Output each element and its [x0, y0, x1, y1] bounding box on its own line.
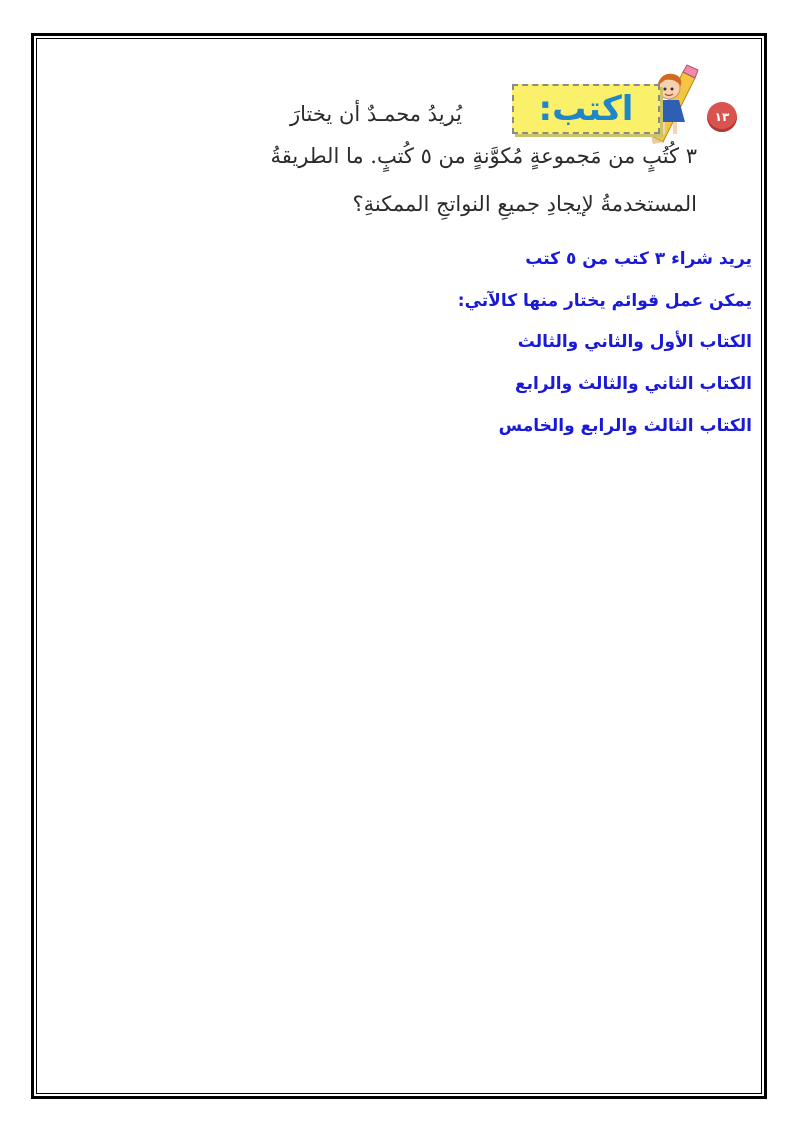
question-line-1: يُريدُ محمـدٌ أن يختارَ: [290, 102, 462, 126]
answer-line: الكتاب الأول والثاني والثالث: [517, 332, 752, 352]
question-line-2: ٣ كُتُبٍ من مَجموعةٍ مُكوَّنةٍ من ٥ كُتبٍ. ما الطريقةُ: [270, 144, 697, 168]
answer-line: يمكن عمل قوائم يختار منها كالآتي:: [457, 291, 752, 311]
question-block: [270, 62, 745, 237]
question-line-3: المستخدمةُ لإيجادِ جميعِ النواتجِ الممكنةِ؟: [352, 192, 697, 216]
write-banner-label: اكتب:: [538, 89, 634, 129]
question-number-badge: ١٣: [707, 102, 737, 132]
answer-line: الكتاب الثالث والرابع والخامس: [498, 416, 752, 436]
answer-line: الكتاب الثاني والثالث والرابع: [514, 374, 752, 394]
write-banner: [512, 84, 660, 134]
answer-line: يريد شراء ٣ كتب من ٥ كتب: [525, 249, 752, 269]
